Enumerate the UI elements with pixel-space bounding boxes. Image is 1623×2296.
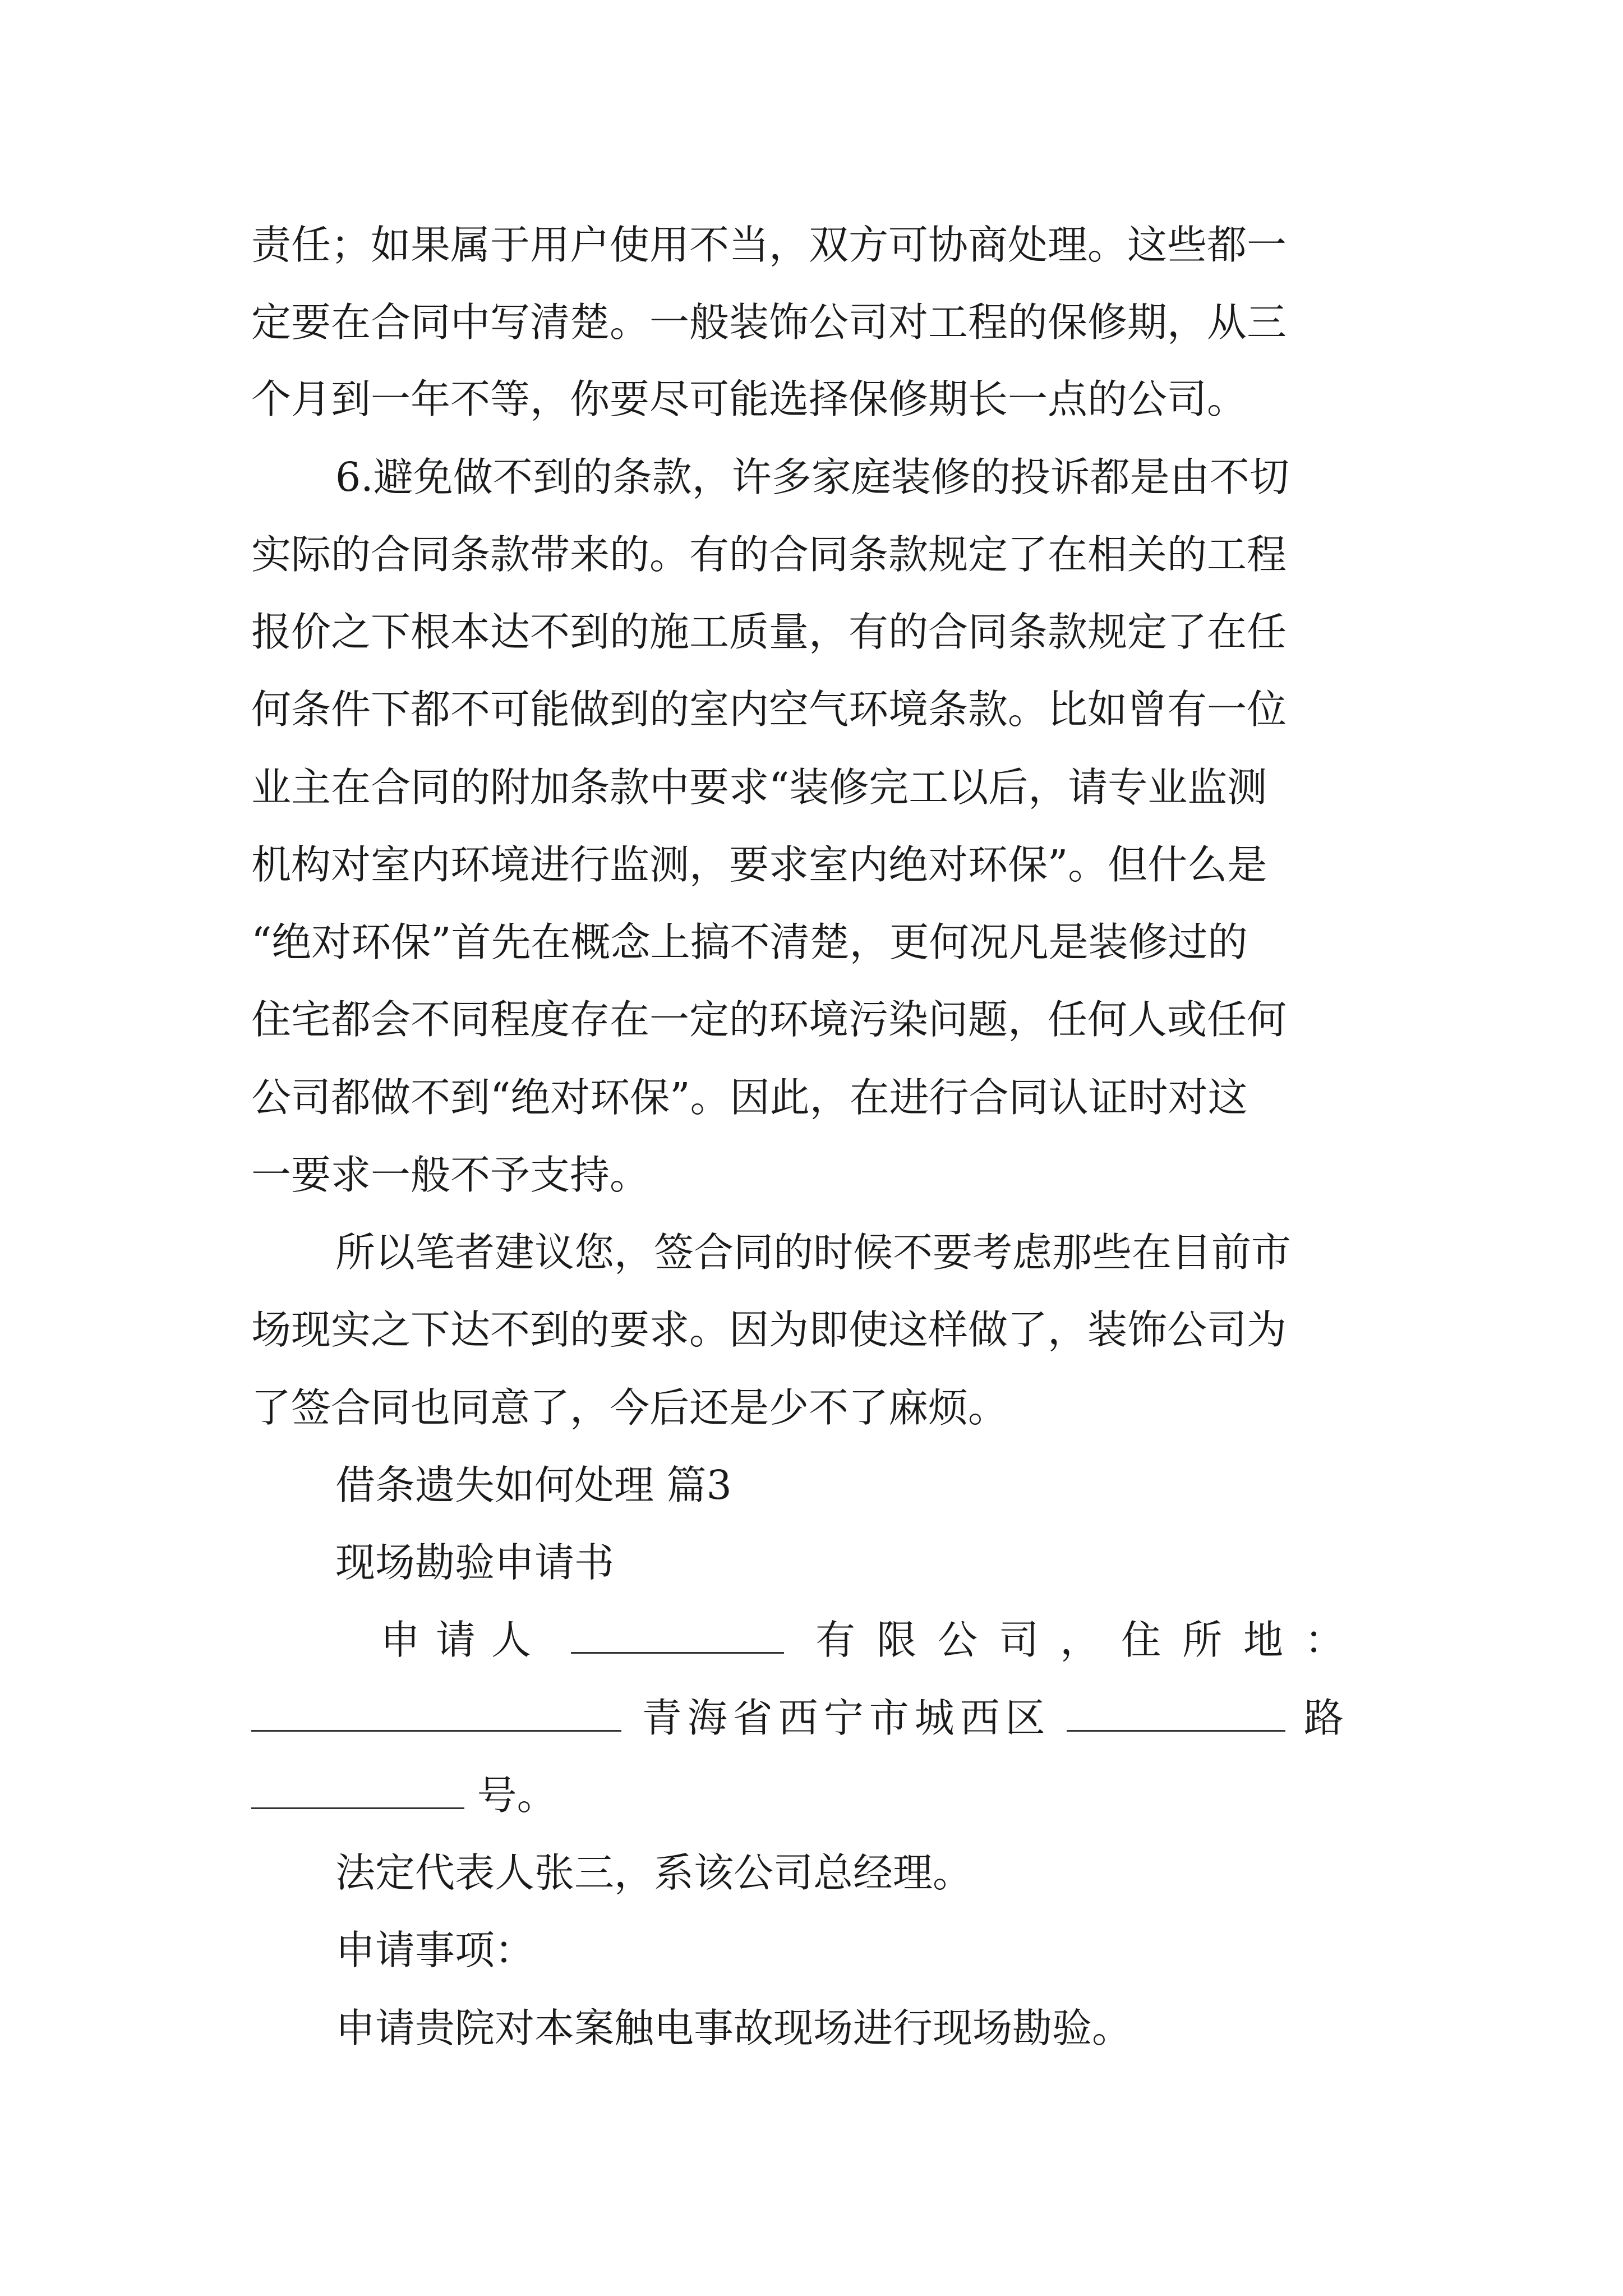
paragraph-line: 实际的合同条款带来的。有的合同条款规定了在相关的工程 bbox=[251, 531, 1287, 578]
form-title: 现场勘验申请书 bbox=[335, 1539, 615, 1586]
paragraph-line: 一要求一般不予支持。 bbox=[251, 1152, 650, 1198]
address-mid: 青海省西宁市城西区 bbox=[642, 1695, 1051, 1741]
matters-text: 申请贵院对本案触电事故现场进行现场勘验。 bbox=[335, 2005, 1132, 2051]
applicant-line bbox=[380, 1598, 1390, 1682]
road-label: 路 bbox=[1303, 1695, 1344, 1741]
paragraph-line: 业主在合同的附加条款中要求“装修完工以后，请专业监测 bbox=[251, 764, 1267, 811]
legal-rep-line: 法定代表人张三，系该公司总经理。 bbox=[335, 1849, 973, 1896]
paragraph-line: 报价之下根本达不到的施工质量，有的合同条款规定了在任 bbox=[251, 609, 1287, 655]
paragraph-line: “绝对环保”首先在概念上搞不清楚，更何况凡是装修过的 bbox=[251, 919, 1248, 965]
street-blank bbox=[1067, 1676, 1285, 1732]
section-heading: 借条遗失如何处理 篇3 bbox=[335, 1462, 732, 1508]
paragraph-line: 责任；如果属于用户使用不当，双方可协商处理。这些都一 bbox=[251, 222, 1287, 268]
paragraph-line: 何条件下都不可能做到的室内空气环境条款。比如曾有一位 bbox=[251, 686, 1287, 733]
paragraph-line: 公司都做不到“绝对环保”。因此，在进行合同认证时对这 bbox=[251, 1074, 1248, 1121]
company-suffix: 有限公司，住所地： bbox=[815, 1617, 1366, 1663]
number-blank bbox=[251, 1754, 464, 1809]
paragraph-line: 定要在合同中写清楚。一般装饰公司对工程的保修期，从三 bbox=[251, 299, 1287, 346]
paragraph-line: 住宅都会不同程度存在一定的环境污染问题，任何人或任何 bbox=[251, 996, 1287, 1043]
province-blank bbox=[251, 1676, 621, 1732]
applicant-label: 申请人 bbox=[380, 1617, 547, 1663]
company-name-blank bbox=[571, 1598, 784, 1654]
address-line bbox=[251, 1676, 1390, 1760]
paragraph-line: 场现实之下达不到的要求。因为即使这样做了，装饰公司为 bbox=[251, 1306, 1287, 1353]
paragraph-line: 了签合同也同意了，今后还是少不了麻烦。 bbox=[251, 1384, 1008, 1431]
number-line bbox=[251, 1754, 1390, 1838]
paragraph-line: 个月到一年不等，你要尽可能选择保修期长一点的公司。 bbox=[251, 376, 1247, 422]
paragraph-line: 6.避免做不到的条款，许多家庭装修的投诉都是由不切 bbox=[335, 454, 1289, 500]
paragraph-line: 机构对室内环境进行监测，要求室内绝对环保”。但什么是 bbox=[251, 841, 1267, 888]
matters-label: 申请事项： bbox=[335, 1927, 535, 1973]
number-suffix: 号。 bbox=[477, 1772, 557, 1819]
paragraph-line: 所以笔者建议您，签合同的时候不要考虑那些在目前市 bbox=[335, 1229, 1292, 1276]
